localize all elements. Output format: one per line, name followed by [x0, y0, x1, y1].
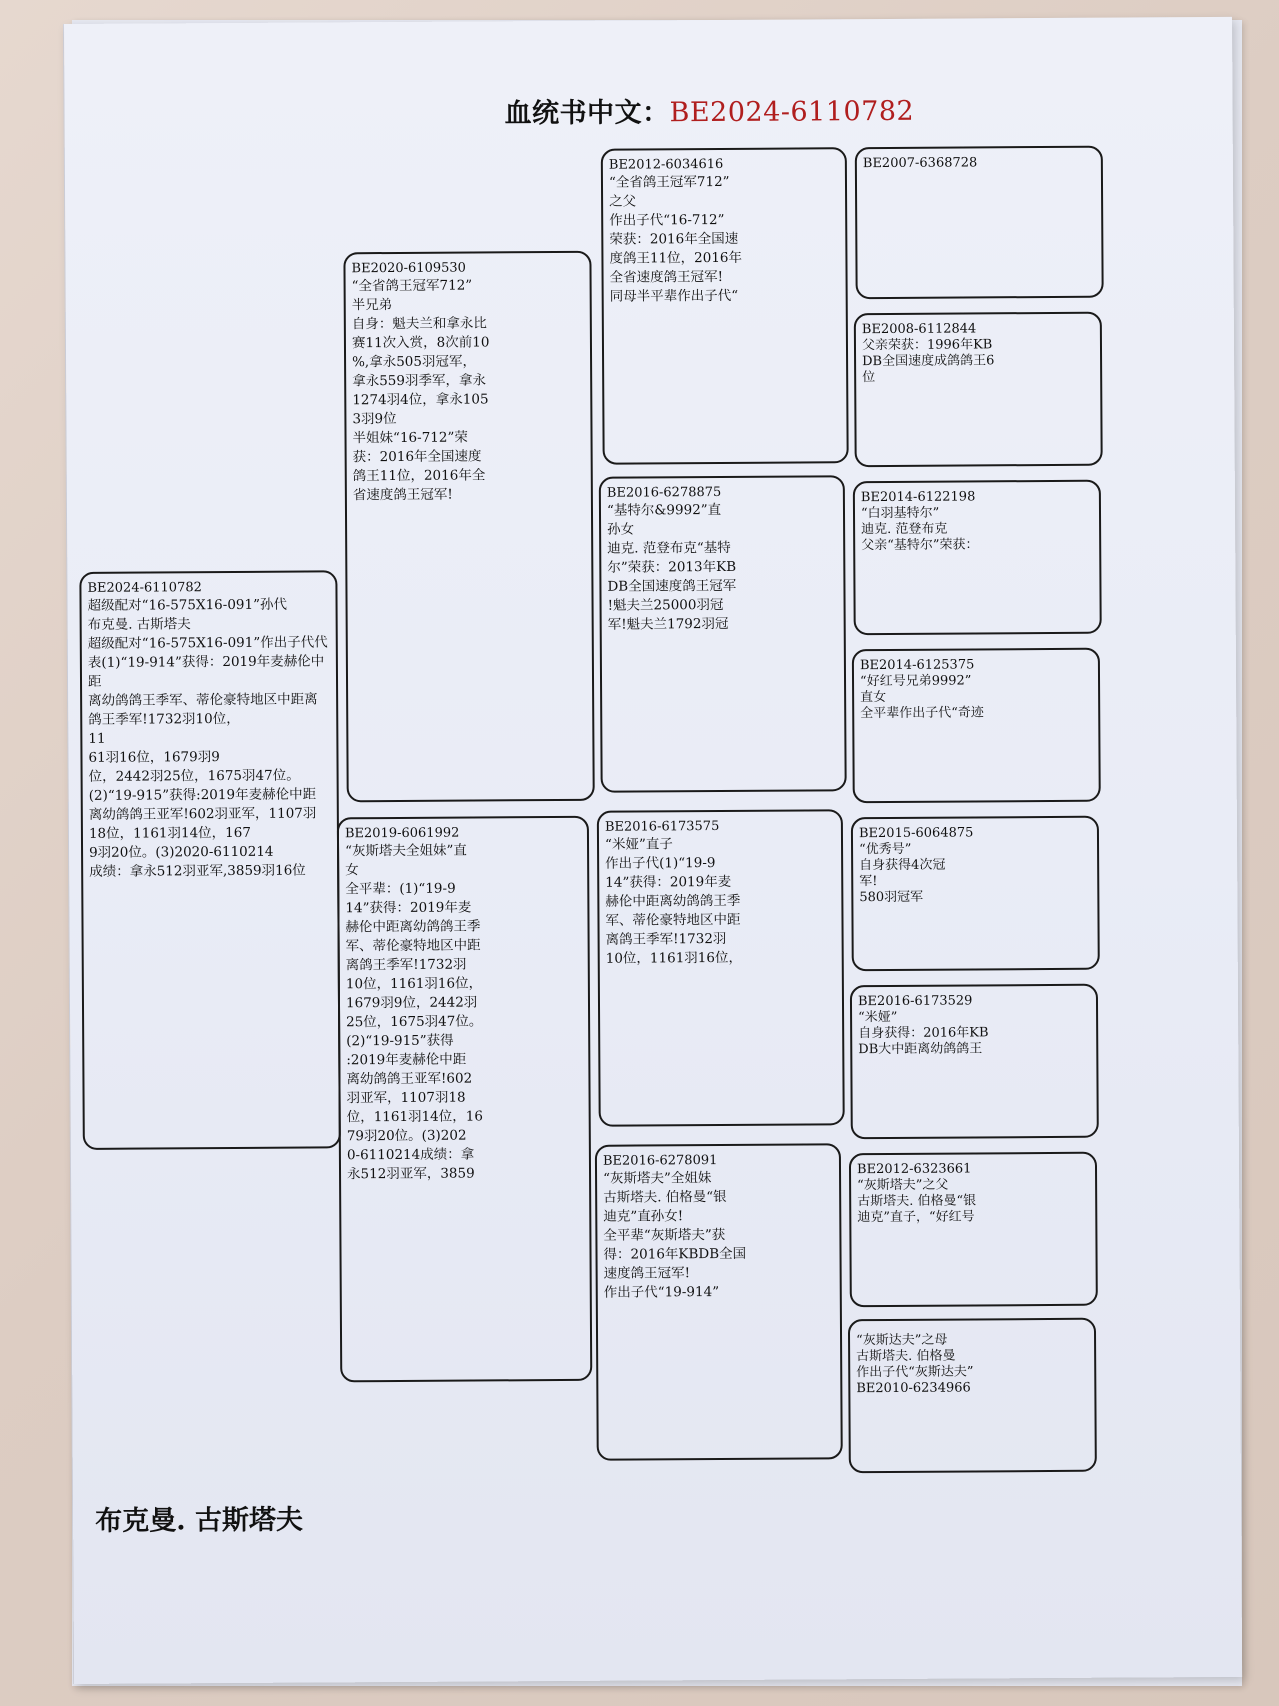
sire-sire-description: “全省鸽王冠军712” 之父 作出子代“16-712” 荣获：2016年全国速 度鸽王11位，2016年 全省速度鸽王冠军! 同母半平辈作出子代“ [608, 173, 743, 305]
ggp5-ring-number: BE2015-6064875 [858, 825, 974, 842]
dam-sire-box [597, 809, 845, 1126]
dam-dam-description: “灰斯塔夫”全姐妹 古斯塔夫. 伯格曼“银 迪克”直孙女! 全平辈“灰斯塔夫”获 得：2016年KBDB全国 速度鸽王冠军! 作出子代“19-914” [603, 1170, 747, 1301]
dam-sire-description: “米娅”直子 作出子代(1)“19-9 14”获得：2019年麦 赫伦中距离幼鸽鸽王季 军、蒂伦豪特地区中距 离鸽王季军!1732羽 10位，1161羽16位， [604, 836, 742, 967]
subject-pigeon-box [79, 570, 341, 1150]
breeder-name: 布克曼. 古斯塔夫 [95, 1504, 304, 1537]
ggp3-description: “白羽基特尔” 迪克. 范登布克 父亲“基特尔”荣获： [860, 505, 979, 554]
pedigree-sheet [64, 17, 1242, 1684]
sire-dam-box [599, 475, 847, 792]
dam-box [337, 816, 592, 1383]
great-grandparent-box-7 [849, 1152, 1098, 1308]
ggp6-ring-number: BE2016-6173529 [857, 993, 973, 1010]
ggp8-description: “灰斯达夫”之母 古斯塔夫. 伯格曼 作出子代“灰斯达夫” BE2010-6234966 [856, 1332, 974, 1397]
title-ring-number: BE2024-6110782 [669, 95, 915, 129]
sire-dam-description: “基特尔&9992”直 孙女 迪克. 范登布克“基特 尔”荣获：2013年KB DB全国速度鸽王冠军 !魁夫兰25000羽冠 军!魁夫兰1792羽冠 [606, 501, 737, 633]
ggp4-description: “好红号兄弟9992” 直女 全平辈作出子代“奇迹 [859, 673, 984, 722]
dam-ring-number: BE2019-6061992 [344, 825, 460, 842]
ggp4-ring-number: BE2014-6125375 [859, 657, 975, 674]
great-grandparent-box-3 [853, 480, 1102, 636]
ggp1-ring-number: BE2007-6368728 [862, 155, 978, 172]
great-grandparent-box-2 [854, 312, 1103, 468]
ggp7-description: “灰斯塔夫”之父 古斯塔夫. 伯格曼“银 迪克”直子，“好红号 [857, 1177, 977, 1226]
ggp2-ring-number: BE2008-6112844 [861, 321, 977, 338]
sire-sire-ring-number: BE2012-6034616 [608, 156, 724, 173]
sire-ring-number: BE2020-6109530 [351, 260, 466, 277]
great-grandparent-box-6 [850, 984, 1099, 1140]
dam-sire-ring-number: BE2016-6173575 [604, 819, 720, 835]
subject-ring-number: BE2024-6110782 [87, 580, 202, 596]
ggp6-description: “米娅” 自身获得：2016年KB DB大中距离幼鸽鸽王 [858, 1009, 989, 1058]
great-grandparent-box-8 [848, 1318, 1097, 1474]
great-grandparent-box-4 [852, 648, 1101, 804]
dam-dam-ring-number: BE2016-6278091 [602, 1153, 718, 1169]
sire-description: “全省鸽王冠军712” 半兄弟 自身：魁夫兰和拿永比 赛11次入赏，8次前10 %,拿永505羽冠军， 拿永559羽季军，拿永 1274羽4位，拿永105 3羽9位 半姐妹“16-712”荣 获：2016年全国速度 鸽王11位，2016年全 省速度鸽王冠军! [351, 277, 490, 504]
sire-sire-box [601, 147, 849, 464]
ggp3-ring-number: BE2014-6122198 [860, 489, 976, 506]
dam-description: “灰斯塔夫全姐妹”直 女 全平辈：(1)“19-9 14”获得：2019年麦 赫伦中距离幼鸽鸽王季 军、蒂伦豪特地区中距 离鸽王季军!1732羽 10位，1161羽16位， 1679羽9位，2442羽 25位，1675羽47位。 (2)“19-915”获得 :2019年麦赫伦中距 离幼鸽鸽王亚军!602 羽亚军，1107羽18 位，1161羽14位，16 79羽20位。(3)202 0-6110214成绩：拿 永512羽亚军，3859 [345, 842, 483, 1183]
sire-box [343, 251, 594, 803]
title-label: 血统书中文： [504, 97, 670, 130]
dam-dam-box [595, 1143, 843, 1460]
ggp2-description: 父亲荣获：1996年KB DB全国速度成鸽鸽王6 位 [861, 337, 995, 386]
sire-dam-ring-number: BE2016-6278875 [606, 484, 722, 501]
ggp7-ring-number: BE2012-6323661 [856, 1161, 972, 1178]
page-title [504, 89, 914, 131]
great-grandparent-box-1 [855, 146, 1104, 300]
subject-description: 超级配对“16-575X16-091”孙代 布克曼. 古斯塔夫 超级配对“16-575X16-091”作出子代代表(1)“19-914”获得：2019年麦赫伦中距 离幼鸽鸽王季军、蒂伦豪特地区中距离鸽王季军!1732羽10位， 11 61羽16位，1679羽9 位，2442羽25位，1675羽47位。(2)“19-915”获得:2019年麦赫伦中距 离幼鸽鸽王亚军!602羽亚军，1107羽18位，1161羽14位，167 9羽20位。(3)2020-6110214 成绩：拿永512羽亚军,3859羽16位 [87, 596, 328, 880]
great-grandparent-box-5 [851, 816, 1100, 972]
ggp5-description: “优秀号” 自身获得4次冠 军! 580羽冠军 [859, 841, 946, 906]
